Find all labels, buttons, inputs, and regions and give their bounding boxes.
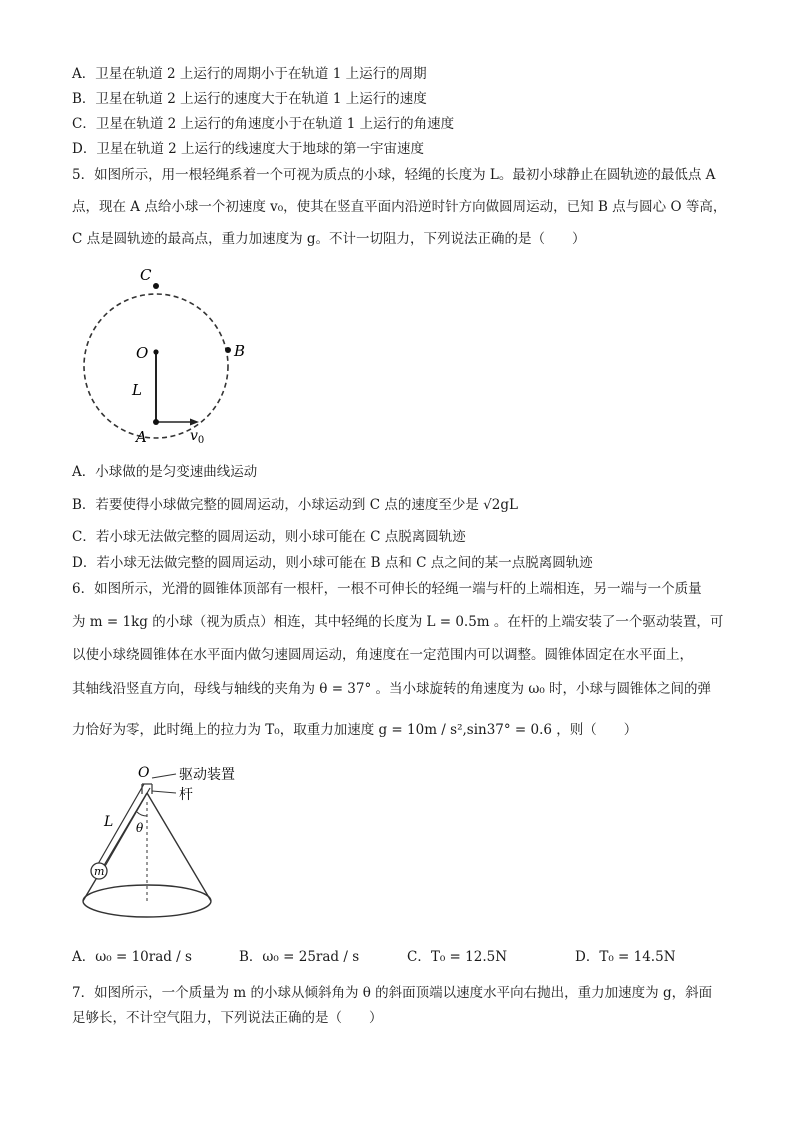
label-drive-device: 驱动装置 (179, 767, 235, 783)
q4-option-d: D．卫星在轨道 2 上运行的线速度大于地球的第一宇宙速度 (72, 141, 424, 157)
q6-option-d: D．T₀ = 14.5N (575, 949, 676, 965)
q5-option-b: B．若要使得小球做完整的圆周运动，小球运动到 C 点的速度至少是 √2gL (72, 497, 518, 513)
q5-option-a: A．小球做的是匀变速曲线运动 (72, 464, 258, 480)
q5-stem-line-3: C 点是圆轨迹的最高点，重力加速度为 g。不计一切阻力，下列说法正确的是（ ） (72, 231, 586, 247)
q6-option-a: A．ω₀ = 10rad / s (72, 949, 192, 965)
q6-stem-line-2: 为 m = 1kg 的小球（视为质点）相连，其中轻绳的长度为 L = 0.5m 。在杆的上端安装了一个驱动装置，可 (72, 614, 724, 630)
q7-stem-line-2: 足够长，不计空气阻力，下列说法正确的是（ ） (72, 1010, 383, 1026)
label-c: C (140, 266, 152, 284)
q6-option-c: C．T₀ = 12.5N (407, 949, 508, 965)
q6-stem-line-1: 6．如图所示，光滑的圆锥体顶部有一根杆，一根不可伸长的轻绳一端与杆的上端相连，另一端与一个质量 (72, 581, 702, 597)
q7-stem-line-1: 7．如图所示，一个质量为 m 的小球从倾斜角为 θ 的斜面顶端以速度水平向右抛出，重力加速度为 g，斜面 (72, 985, 713, 1001)
label-o: O (138, 765, 150, 781)
q6-option-b: B．ω₀ = 25rad / s (239, 949, 360, 965)
drive-leader-line (152, 774, 176, 778)
cone-figure (72, 760, 262, 930)
label-a: A (136, 428, 147, 446)
rod-leader-line (152, 791, 176, 793)
theta-arc (137, 812, 147, 816)
label-m: m (94, 865, 105, 878)
label-theta: θ (136, 821, 144, 835)
q6-options-row (72, 946, 732, 968)
circular-motion-figure (72, 258, 272, 450)
point-c (153, 283, 159, 289)
center-point-o (153, 349, 158, 354)
q5-option-d: D．若小球无法做完整的圆周运动，则小球可能在 B 点和 C 点之间的某一点脱离圆轨迹 (72, 555, 593, 571)
label-o: O (136, 344, 149, 362)
label-rod: 杆 (179, 787, 193, 803)
q5-option-c: C．若小球无法做完整的圆周运动，则小球可能在 C 点脱离圆轨迹 (72, 529, 466, 545)
q4-option-c: C．卫星在轨道 2 上运行的角速度小于在轨道 1 上运行的角速度 (72, 116, 455, 132)
label-l: L (132, 381, 142, 399)
point-a (153, 419, 159, 425)
point-b (225, 347, 231, 353)
label-b: B (234, 342, 246, 360)
label-v0: $v_0$ (190, 428, 205, 446)
q6-stem-line-5: 力恰好为零，此时绳上的拉力为 T₀，取重力加速度 g = 10m / s²,sin37° = 0.6 ，则（ ） (72, 722, 638, 738)
label-l: L (104, 814, 114, 830)
q6-stem-line-3: 以使小球绕圆锥体在水平面内做匀速圆周运动，角速度在一定范围内可以调整。圆锥体固定在水平面上， (72, 647, 693, 663)
q6-stem-line-4: 其轴线沿竖直方向，母线与轴线的夹角为 θ = 37° 。当小球旋转的角速度为 ω₀ 时，小球与圆锥体之间的弹 (72, 681, 712, 697)
q4-option-a: A．卫星在轨道 2 上运行的周期小于在轨道 1 上运行的周期 (72, 66, 427, 82)
q5-stem-line-2: 点，现在 A 点给小球一个初速度 v₀，使其在竖直平面内沿逆时针方向做圆周运动，已知 B 点与圆心 O 等高， (72, 199, 727, 215)
q4-option-b: B．卫星在轨道 2 上运行的速度大于在轨道 1 上运行的速度 (72, 91, 427, 107)
q5-stem-line-1: 5．如图所示，用一根轻绳系着一个可视为质点的小球，轻绳的长度为 L。最初小球静止在圆轨迹的最低点 A (72, 167, 716, 183)
